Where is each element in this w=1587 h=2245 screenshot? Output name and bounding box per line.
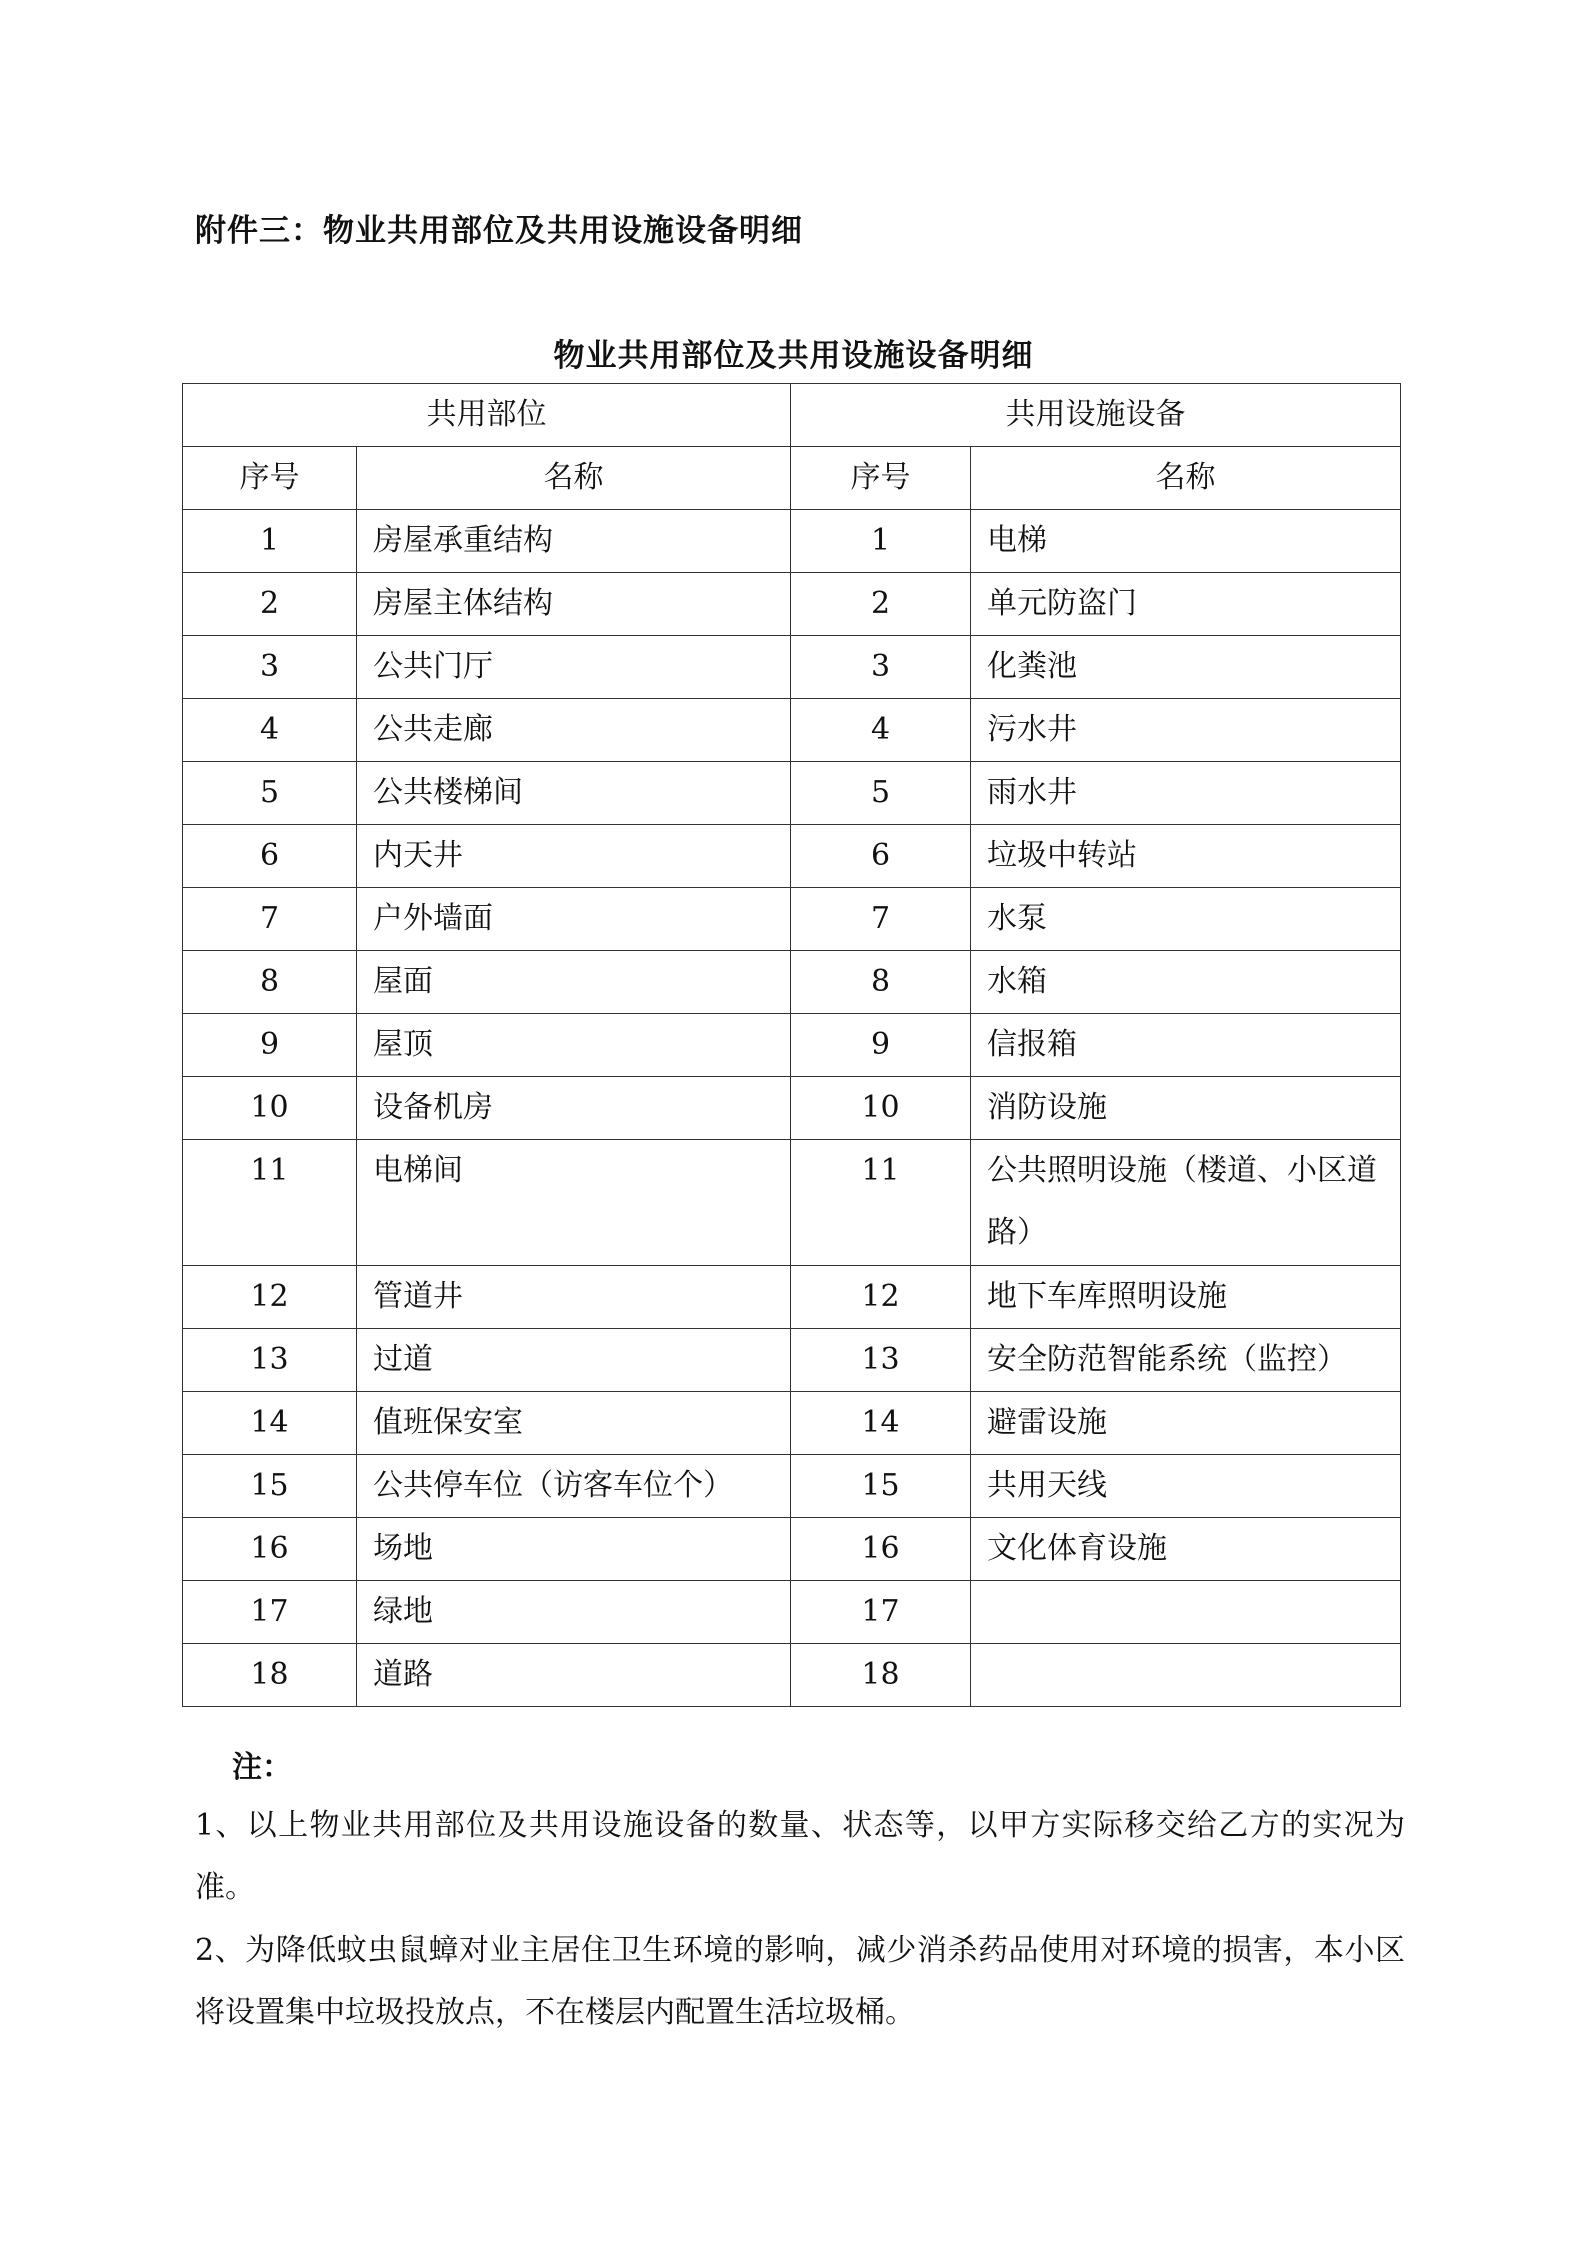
- note-item-1: 1、以上物业共用部位及共用设施设备的数量、状态等，以甲方实际移交给乙方的实况为准。: [195, 1808, 1405, 1905]
- shared-part-name: 内天井: [357, 825, 791, 888]
- row-number-right: 11: [791, 1140, 971, 1266]
- row-number-left: 11: [183, 1140, 357, 1266]
- row-number-left: 13: [183, 1329, 357, 1392]
- table-row: [183, 1455, 1401, 1518]
- note-item-2: 2、为降低蚊虫鼠蟑对业主居住卫生环境的影响，减少消杀药品使用对环境的损害，本小区将设置集中垃圾投放点，不在楼层内配置生活垃圾桶。: [195, 1933, 1405, 2030]
- row-number-left: 7: [183, 888, 357, 951]
- row-number-right: 12: [791, 1266, 971, 1329]
- notes-label: 注：: [232, 1750, 292, 1785]
- shared-facility-name: 单元防盗门: [971, 573, 1401, 636]
- column-header-no-left: 序号: [183, 447, 357, 510]
- table-row: [183, 1581, 1401, 1644]
- row-number-right: 10: [791, 1077, 971, 1140]
- row-number-right: 1: [791, 510, 971, 573]
- row-number-right: 14: [791, 1392, 971, 1455]
- shared-facility-name: 文化体育设施: [971, 1518, 1401, 1581]
- row-number-right: 15: [791, 1455, 971, 1518]
- row-number-left: 8: [183, 951, 357, 1014]
- row-number-left: 5: [183, 762, 357, 825]
- row-number-right: 5: [791, 762, 971, 825]
- table-row: [183, 1644, 1401, 1707]
- shared-facility-name: 化粪池: [971, 636, 1401, 699]
- column-header-no-right: 序号: [791, 447, 971, 510]
- shared-facility-name: 公共照明设施（楼道、小区道路）: [971, 1140, 1401, 1266]
- shared-facility-name: 避雷设施: [971, 1392, 1401, 1455]
- shared-part-name: 房屋主体结构: [357, 573, 791, 636]
- shared-part-name: 值班保安室: [357, 1392, 791, 1455]
- table-row: [183, 825, 1401, 888]
- table-row: [183, 636, 1401, 699]
- shared-part-name: 过道: [357, 1329, 791, 1392]
- row-number-left: 2: [183, 573, 357, 636]
- shared-part-name: 房屋承重结构: [357, 510, 791, 573]
- row-number-right: 7: [791, 888, 971, 951]
- shared-part-name: 管道井: [357, 1266, 791, 1329]
- table-row: [183, 573, 1401, 636]
- shared-facility-name: [971, 1581, 1401, 1644]
- shared-facility-name: 地下车库照明设施: [971, 1266, 1401, 1329]
- shared-facility-name: 污水井: [971, 699, 1401, 762]
- row-number-right: 9: [791, 1014, 971, 1077]
- shared-facility-name: 安全防范智能系统（监控）: [971, 1329, 1401, 1392]
- shared-facility-name: 信报箱: [971, 1014, 1401, 1077]
- table-row: [183, 1392, 1401, 1455]
- row-number-left: 18: [183, 1644, 357, 1707]
- shared-part-name: 屋顶: [357, 1014, 791, 1077]
- shared-part-name: 公共门厅: [357, 636, 791, 699]
- table-row: [183, 699, 1401, 762]
- row-number-left: 15: [183, 1455, 357, 1518]
- table-row: [183, 1266, 1401, 1329]
- row-number-left: 1: [183, 510, 357, 573]
- row-number-right: 6: [791, 825, 971, 888]
- group-header-shared-parts: 共用部位: [183, 384, 791, 447]
- shared-facility-name: 消防设施: [971, 1077, 1401, 1140]
- attachment-heading: 附件三：物业共用部位及共用设施设备明细: [195, 213, 803, 249]
- shared-part-name: 公共楼梯间: [357, 762, 791, 825]
- row-number-left: 16: [183, 1518, 357, 1581]
- row-number-left: 6: [183, 825, 357, 888]
- shared-part-name: 公共走廊: [357, 699, 791, 762]
- column-header-row: [183, 447, 1401, 510]
- shared-part-name: 公共停车位（访客车位个）: [357, 1455, 791, 1518]
- shared-part-name: 道路: [357, 1644, 791, 1707]
- shared-part-name: 场地: [357, 1518, 791, 1581]
- table-row: [183, 1140, 1401, 1266]
- facilities-table: [182, 383, 1401, 1707]
- row-number-left: 9: [183, 1014, 357, 1077]
- shared-part-name: 电梯间: [357, 1140, 791, 1266]
- shared-facility-name: 水箱: [971, 951, 1401, 1014]
- table-row: [183, 951, 1401, 1014]
- row-number-left: 10: [183, 1077, 357, 1140]
- table-row: [183, 1518, 1401, 1581]
- shared-facility-name: 垃圾中转站: [971, 825, 1401, 888]
- shared-facility-name: 雨水井: [971, 762, 1401, 825]
- shared-facility-name: [971, 1644, 1401, 1707]
- column-header-name-left: 名称: [357, 447, 791, 510]
- shared-part-name: 绿地: [357, 1581, 791, 1644]
- table-body: [183, 510, 1401, 1707]
- row-number-right: 4: [791, 699, 971, 762]
- shared-part-name: 户外墙面: [357, 888, 791, 951]
- column-header-name-right: 名称: [971, 447, 1401, 510]
- shared-facility-name: 共用天线: [971, 1455, 1401, 1518]
- table-row: [183, 888, 1401, 951]
- row-number-right: 8: [791, 951, 971, 1014]
- row-number-left: 3: [183, 636, 357, 699]
- group-header-row: [183, 384, 1401, 447]
- table-row: [183, 762, 1401, 825]
- row-number-right: 18: [791, 1644, 971, 1707]
- table-row: [183, 1329, 1401, 1392]
- shared-part-name: 屋面: [357, 951, 791, 1014]
- table-title: 物业共用部位及共用设施设备明细: [553, 338, 1034, 374]
- row-number-right: 2: [791, 573, 971, 636]
- shared-part-name: 设备机房: [357, 1077, 791, 1140]
- row-number-right: 16: [791, 1518, 971, 1581]
- row-number-right: 3: [791, 636, 971, 699]
- row-number-right: 13: [791, 1329, 971, 1392]
- row-number-right: 17: [791, 1581, 971, 1644]
- table-row: [183, 1077, 1401, 1140]
- shared-facility-name: 水泵: [971, 888, 1401, 951]
- shared-facility-name: 电梯: [971, 510, 1401, 573]
- group-header-shared-facilities: 共用设施设备: [791, 384, 1401, 447]
- row-number-left: 14: [183, 1392, 357, 1455]
- table-row: [183, 510, 1401, 573]
- row-number-left: 4: [183, 699, 357, 762]
- row-number-left: 17: [183, 1581, 357, 1644]
- row-number-left: 12: [183, 1266, 357, 1329]
- table-row: [183, 1014, 1401, 1077]
